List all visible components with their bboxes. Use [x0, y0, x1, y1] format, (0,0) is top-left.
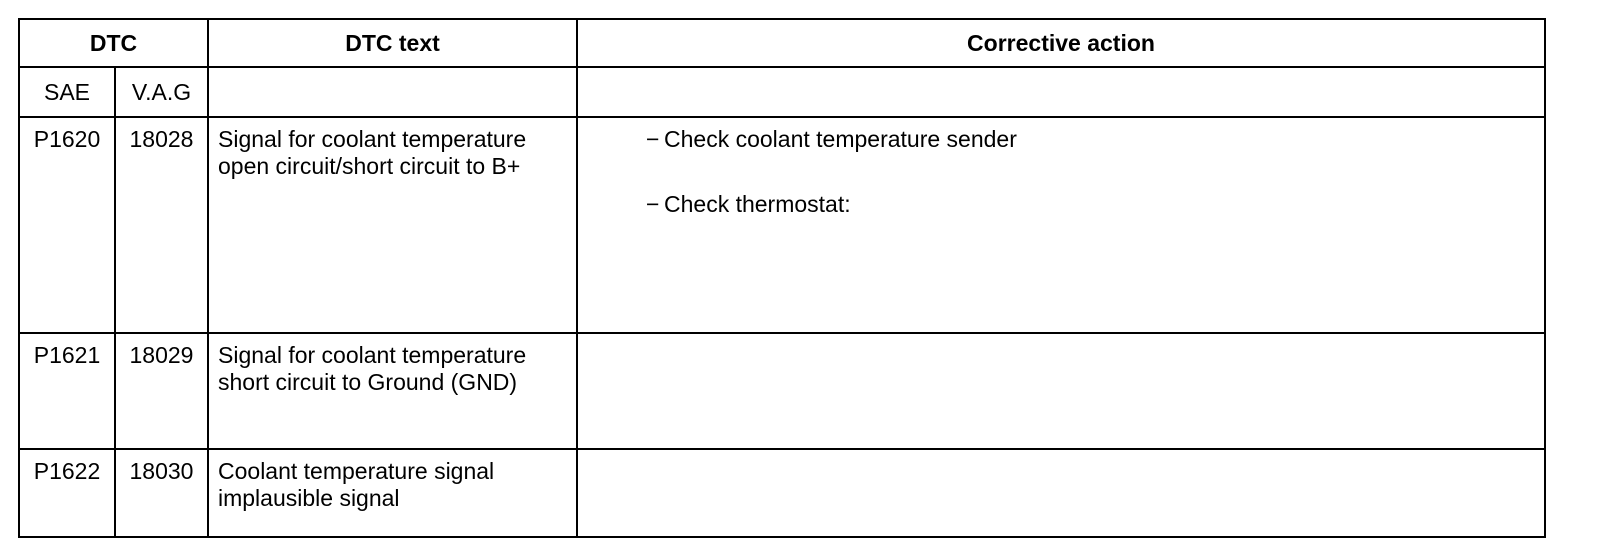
- subheader-empty-action: [577, 67, 1545, 117]
- subheader-empty-text: [208, 67, 577, 117]
- action-text: Check coolant temperature sender: [664, 126, 1017, 152]
- sae-code: P1621: [19, 333, 115, 449]
- subheader-row: [19, 67, 1545, 117]
- sae-code: P1620: [19, 117, 115, 333]
- sae-code: P1622: [19, 449, 115, 537]
- header-dtc: DTC: [19, 19, 208, 67]
- header-corrective-action: Corrective action: [577, 19, 1545, 67]
- corrective-action-cell: [577, 117, 1545, 333]
- dash-bullet: −: [646, 126, 660, 152]
- header-row: [19, 19, 1545, 67]
- action-item: [646, 126, 1544, 153]
- table-row: [19, 333, 1545, 449]
- corrective-action-cell: [577, 333, 1545, 449]
- header-dtc-text: DTC text: [208, 19, 577, 67]
- dtc-text: Signal for coolant temperature short circuit to Ground (GND): [208, 333, 577, 449]
- vag-code: 18028: [115, 117, 208, 333]
- action-item: [646, 191, 1544, 218]
- corrective-action-cell: [577, 449, 1545, 537]
- subheader-sae: SAE: [19, 67, 115, 117]
- dash-bullet: −: [646, 191, 660, 217]
- vag-code: 18029: [115, 333, 208, 449]
- dtc-text: Coolant temperature signal implausible signal: [208, 449, 577, 537]
- action-text: Check thermostat:: [664, 191, 851, 217]
- table-row: [19, 449, 1545, 537]
- dtc-table: [18, 18, 1546, 538]
- dtc-text: Signal for coolant temperature open circuit/short circuit to B+: [208, 117, 577, 333]
- table-row: [19, 117, 1545, 333]
- subheader-vag: V.A.G: [115, 67, 208, 117]
- vag-code: 18030: [115, 449, 208, 537]
